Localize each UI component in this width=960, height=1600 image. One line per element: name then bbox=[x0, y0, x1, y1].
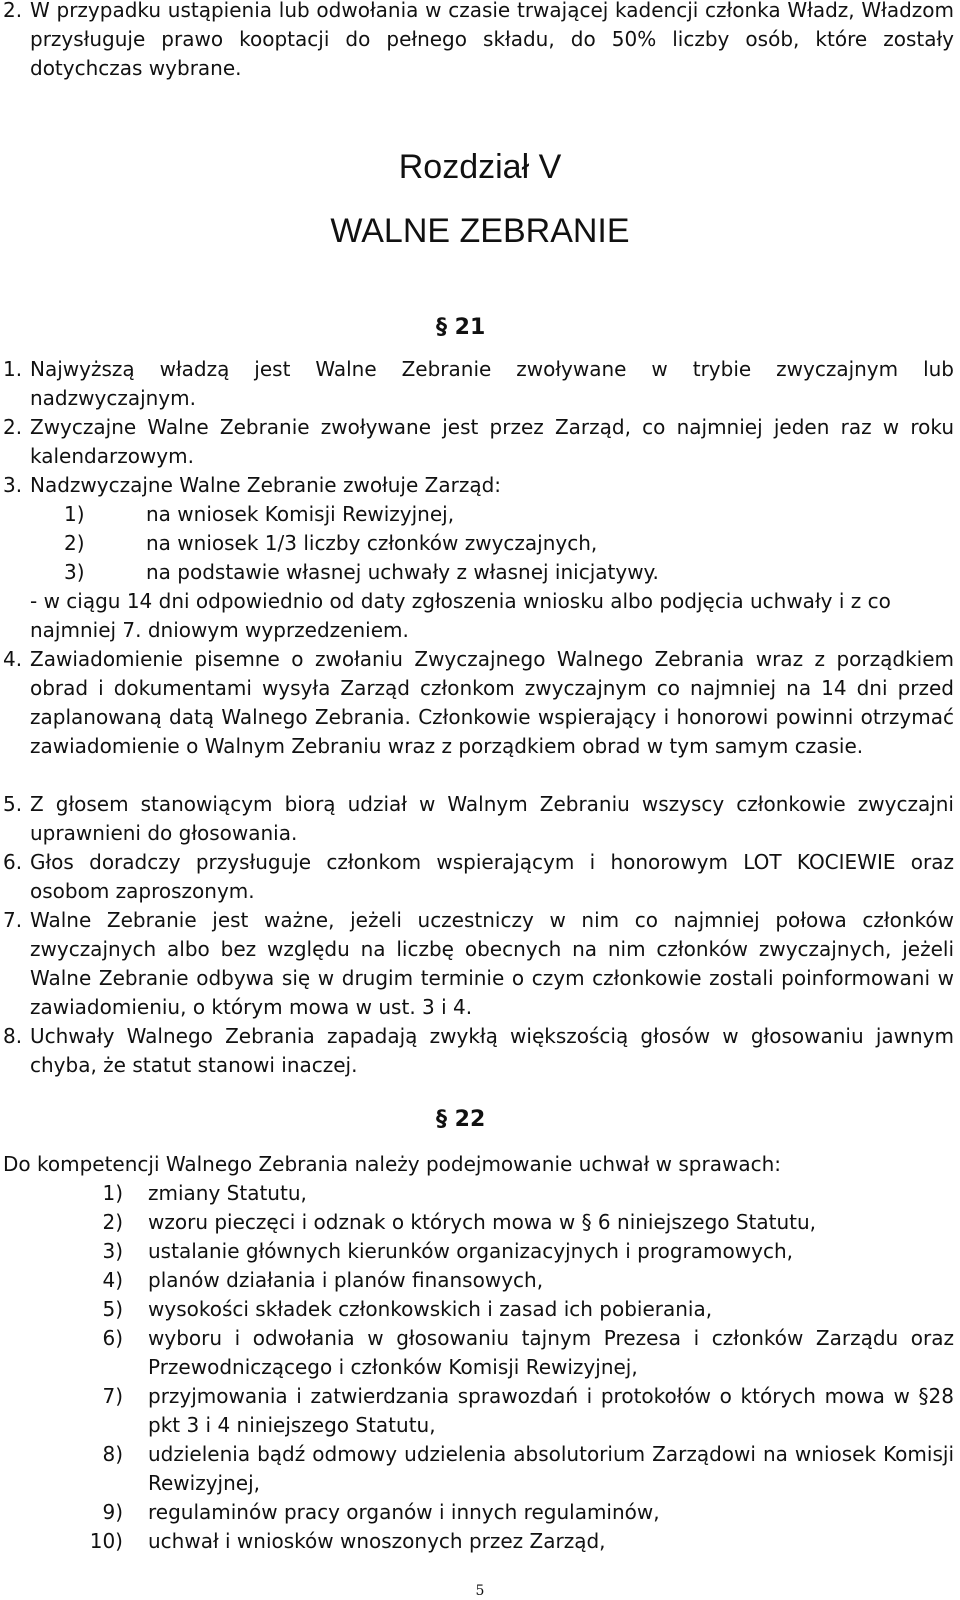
s22-item bbox=[0, 1527, 954, 1556]
point-text: Uchwały Walnego Zebrania zapadają zwykłą większością głosów w głosowaniu jawnym chyba, że statut stanowi inaczej. bbox=[30, 1024, 954, 1077]
s22-item bbox=[0, 1324, 954, 1382]
chapter-subtitle: WALNE ZEBRANIE bbox=[330, 212, 630, 250]
item-number: 5) bbox=[102, 1297, 123, 1321]
point-number: 7. bbox=[3, 908, 23, 932]
s21-point-8 bbox=[0, 1022, 954, 1080]
point-number: 3. bbox=[3, 473, 23, 497]
s21-point-3-item bbox=[64, 558, 659, 587]
s21-point-7 bbox=[0, 906, 954, 1022]
point-number: 6. bbox=[3, 850, 23, 874]
top-paragraph bbox=[0, 0, 954, 83]
point-number: 8. bbox=[3, 1024, 23, 1048]
item-text: uchwał i wniosków wnoszonych przez Zarząd, bbox=[148, 1529, 606, 1553]
item-number: 6) bbox=[102, 1326, 123, 1350]
chapter-title: Rozdział V bbox=[398, 148, 562, 186]
item-number: 9) bbox=[102, 1500, 123, 1524]
section-number: 21 bbox=[454, 315, 486, 340]
item-text: wzoru pieczęci i odznak o których mowa w § 6 niniejszego Statutu, bbox=[148, 1210, 817, 1234]
point-text: Z głosem stanowiącym biorą udział w Walnym Zebraniu wszyscy członkowie zwyczajni uprawnieni do głosowania. bbox=[30, 792, 954, 845]
s21-point-4 bbox=[0, 645, 954, 761]
s22-item bbox=[0, 1179, 954, 1208]
item-number: 3) bbox=[64, 560, 85, 584]
item-text: na podstawie własnej uchwały z własnej inicjatywy. bbox=[146, 560, 659, 584]
s22-item bbox=[0, 1208, 954, 1237]
s21-point-3 bbox=[0, 471, 954, 500]
s21-point-3-note: - w ciągu 14 dni odpowiednio od daty zgłoszenia wniosku albo podjęcia uchwały i z co najmniej 7. dniowym wyprzedzeniem. bbox=[30, 589, 891, 642]
paragraph-text: W przypadku ustąpienia lub odwołania w czasie trwającej kadencji członka Władz, Władzom przysługuje prawo kooptacji do pełnego składu, do 50% liczby osób, które zostały dotychczas wybrane. bbox=[30, 0, 954, 80]
item-number: 2) bbox=[64, 531, 85, 555]
point-number: 4. bbox=[3, 647, 23, 671]
item-text: na wniosek 1/3 liczby członków zwyczajnych, bbox=[146, 531, 598, 555]
point-number: 1. bbox=[3, 357, 23, 381]
point-number: 5. bbox=[3, 792, 23, 816]
item-number: 10) bbox=[89, 1529, 123, 1553]
s22-item bbox=[0, 1498, 954, 1527]
s22-item bbox=[0, 1266, 954, 1295]
section-mark: § bbox=[436, 315, 447, 340]
item-text: wyboru i odwołania w głosowaniu tajnym Prezesa i członków Zarządu oraz Przewodniczącego i członków Komisji Rewizyjnej, bbox=[148, 1326, 954, 1379]
s21-point-3-item bbox=[64, 529, 597, 558]
s21-point-1 bbox=[0, 355, 954, 413]
section-number: 22 bbox=[454, 1107, 486, 1132]
item-number: 8) bbox=[102, 1442, 123, 1466]
section-21-heading bbox=[436, 315, 485, 340]
s22-item bbox=[0, 1295, 954, 1324]
item-text: udzielenia bądź odmowy udzielenia absolutorium Zarządowi na wniosek Komisji Rewizyjnej, bbox=[148, 1442, 954, 1495]
point-text: Zwyczajne Walne Zebranie zwoływane jest przez Zarząd, co najmniej jeden raz w roku kalendarzowym. bbox=[30, 415, 954, 468]
item-text: planów działania i planów finansowych, bbox=[148, 1268, 544, 1292]
point-number: 2. bbox=[3, 415, 23, 439]
page-number: 5 bbox=[475, 1583, 485, 1599]
item-number: 4) bbox=[102, 1268, 123, 1292]
item-number: 1) bbox=[102, 1181, 123, 1205]
item-text: ustalanie głównych kierunków organizacyjnych i programowych, bbox=[148, 1239, 793, 1263]
point-text: Zawiadomienie pisemne o zwołaniu Zwyczajnego Walnego Zebrania wraz z porządkiem obrad i dokumentami wysyła Zarząd członkom zwyczajnym co najmniej na 14 dni przed zaplanowaną datą Walnego Zebrania. Członkowie wspierający i honorowi powinni otrzymać zawiadomienie o Walnym Zebraniu wraz z porządkiem obrad w tym samym czasie. bbox=[30, 647, 954, 758]
s22-item bbox=[0, 1382, 954, 1440]
s21-point-3-item bbox=[64, 500, 454, 529]
point-text: Głos doradczy przysługuje członkom wspierającym i honorowym LOT KOCIEWIE oraz osobom zaproszonym. bbox=[30, 850, 954, 903]
item-text: wysokości składek członkowskich i zasad ich pobierania, bbox=[148, 1297, 713, 1321]
s22-item bbox=[0, 1440, 954, 1498]
item-number: 7) bbox=[102, 1384, 123, 1408]
section-mark: § bbox=[436, 1107, 447, 1132]
section-22-heading bbox=[436, 1107, 485, 1132]
item-number: 1) bbox=[64, 502, 85, 526]
s22-item bbox=[0, 1237, 954, 1266]
s22-intro: Do kompetencji Walnego Zebrania należy podejmowanie uchwał w sprawach: bbox=[3, 1152, 782, 1176]
item-text: zmiany Statutu, bbox=[148, 1181, 307, 1205]
point-text: Walne Zebranie jest ważne, jeżeli uczestniczy w nim co najmniej połowa członków zwyczajnych albo bez względu na liczbę obecnych na nim członków zwyczajnych, jeżeli Walne Zebranie odbywa się w drugim terminie o czym członkowie zostali poinformowani w zawiadomieniu, o którym mowa w ust. 3 i 4. bbox=[30, 908, 954, 1019]
paragraph-number: 2. bbox=[3, 0, 23, 22]
item-number: 2) bbox=[102, 1210, 123, 1234]
item-number: 3) bbox=[102, 1239, 123, 1263]
item-text: na wniosek Komisji Rewizyjnej, bbox=[146, 502, 455, 526]
s21-point-6 bbox=[0, 848, 954, 906]
point-text: Nadzwyczajne Walne Zebranie zwołuje Zarząd: bbox=[30, 473, 502, 497]
item-text: przyjmowania i zatwierdzania sprawozdań i protokołów o których mowa w §28 pkt 3 i 4 niniejszego Statutu, bbox=[148, 1384, 954, 1437]
s21-point-2 bbox=[0, 413, 954, 471]
item-text: regulaminów pracy organów i innych regulaminów, bbox=[148, 1500, 660, 1524]
s21-point-5 bbox=[0, 790, 954, 848]
point-text: Najwyższą władzą jest Walne Zebranie zwoływane w trybie zwyczajnym lub nadzwyczajnym. bbox=[30, 357, 954, 410]
